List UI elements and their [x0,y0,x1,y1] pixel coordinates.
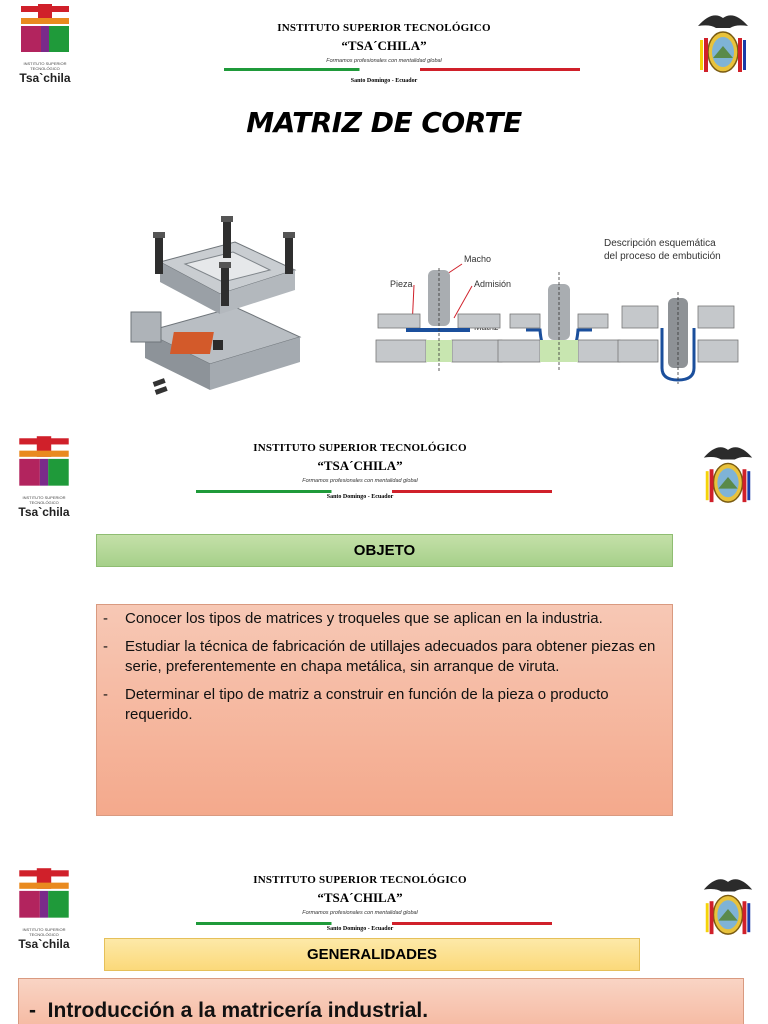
ecuador-crest-icon [698,872,758,944]
diagram-heading-1: Descripción esquemática [604,238,716,249]
logo-caption: INSTITUTO SUPERIOR TECNOLÓGICO [23,61,67,71]
label-pieza: Pieza [390,279,413,289]
diagram-heading-2: del proceso de embutición [604,251,721,262]
tricolor-divider [224,68,580,71]
intro-box [18,978,744,1024]
logo-caption: INSTITUTO SUPERIOR TECNOLÓGICO [22,927,66,937]
institute-name: INSTITUTO SUPERIOR TECNOLÓGICO [253,874,467,886]
die-set-illustration [125,212,315,412]
label-macho: Macho [464,254,492,264]
objeto-list [96,604,673,816]
institute-subtitle: “TSA´CHILA” [317,458,403,473]
institute-subtitle: “TSA´CHILA” [317,890,403,905]
ecuador-crest-icon [692,8,754,82]
deep-drawing-diagram [372,232,742,392]
objeto-heading: OBJETO [96,534,673,567]
header-text [0,874,744,916]
logo-name: Tsa`chila [18,937,70,951]
slide-3 [0,862,768,1024]
ecuador-crest-icon [698,440,758,512]
institute-name: INSTITUTO SUPERIOR TECNOLÓGICO [253,442,467,454]
page-title: MATRIZ DE CORTE [246,106,522,139]
tricolor-divider [196,922,552,925]
header-text [0,442,744,484]
logo-name: Tsa`chila [18,505,70,519]
header-text [0,22,768,64]
tricolor-divider [196,490,552,493]
logo-name: Tsa`chila [19,71,71,85]
city-label: Santo Domingo - Ecuador [350,78,418,84]
motto: Formamos profesionales con mentalidad global [326,58,442,64]
logo-caption: INSTITUTO SUPERIOR TECNOLÓGICO [22,495,66,505]
list-item: - Determinar el tipo de matriz a construir en función de la pieza o producto requerido. [101,685,658,725]
slide-1 [0,0,768,420]
intro-heading: Introducción a la matricería industrial. [47,999,429,1022]
slide-2 [0,428,768,838]
list-item: - Conocer los tipos de matrices y troqueles que se aplican en la industria. [101,609,658,629]
generalidades-heading: GENERALIDADES [104,938,640,971]
motto: Formamos profesionales con mentalidad global [302,910,418,916]
intro-text [29,999,428,1023]
institute-subtitle: “TSA´CHILA” [341,38,427,53]
city-label: Santo Domingo - Ecuador [326,926,394,932]
list-item: - Estudiar la técnica de fabricación de utillajes adecuados para obtener piezas en serie, preferentemente en chapa metálica, sin arranque de viruta. [101,637,658,677]
label-admision: Admisión [474,279,512,289]
intro-dash: - [29,999,36,1022]
motto: Formamos profesionales con mentalidad global [302,478,418,484]
city-label: Santo Domingo - Ecuador [326,494,394,500]
institute-name: INSTITUTO SUPERIOR TECNOLÓGICO [277,22,491,34]
